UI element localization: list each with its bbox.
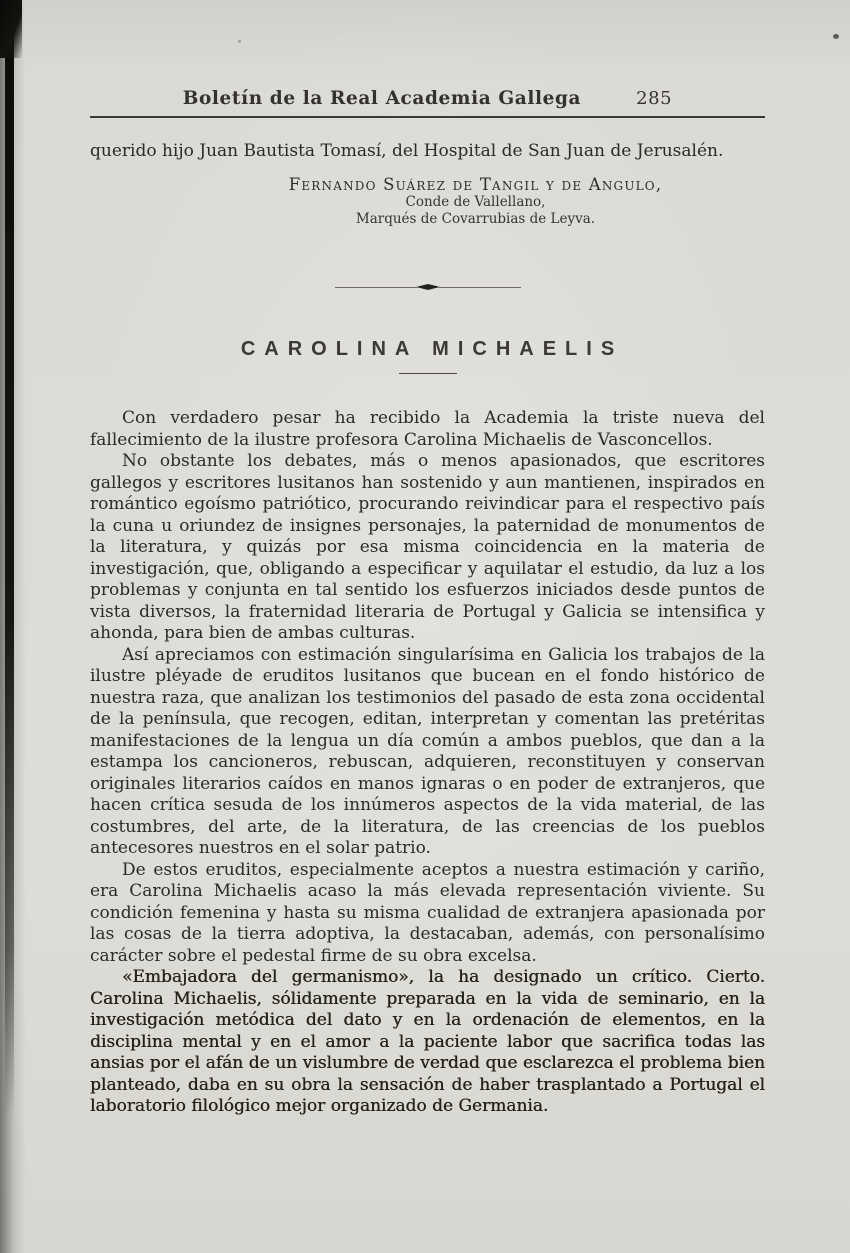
article-paragraph: Así apreciamos con estimación singularísima en Galicia los trabajos de la ilustre pléyade de eruditos lusitanos que bucean en el fondo histórico de nuestra raza, que analizan los testimonios del pasado de esta zona occidental de la península, que recogen, editan, interpretan y comentan las pretéritas manifestaciones de la lengua un día común a ambos pueblos, que dan a la estampa los cancioneros, rebuscan, adquieren, reconstituyen y conservan originales literarios caídos en manos ignaras o en poder de extranjeros, que hacen crítica sesuda de los innúmeros aspectos de la vida material, de las costumbres, del arte, de la literatura, de las creencias de los pueblos antecesores nuestros en el solar patrio.	[90, 644, 765, 858]
divider-rule-left	[335, 287, 417, 288]
page-header	[90, 0, 765, 118]
running-head	[90, 88, 765, 109]
article-paragraph: De estos eruditos, especialmente aceptos a nuestra estimación y cariño, era Carolina Michaelis acaso la más elevada representación viviente. Su condición femenina y hasta su misma cualidad de extranjera apasionada por las cosas de la tierra adoptiva, la destacaban, además, con personalísimo carácter sobre el pedestal firme de su obra excelsa.	[90, 859, 765, 966]
journal-title: Boletín de la Real Academia Gallega	[182, 88, 582, 109]
signature-name: Fernando Suárez de Tangil y de Angulo,	[288, 175, 663, 194]
continuation-paragraph: querido hijo Juan Bautista Tomasí, del Hospital de San Juan de Jerusalén.	[90, 141, 724, 161]
article-paragraph: «Embajadora del germanismo», la ha designado un crítico. Cierto. Carolina Michaelis, sólidamente preparada en la vida de seminario, en la investigación metódica del dato y en la ordenación de elementos, en la disciplina mental y en el amor a la paciente labor que sacrifica todas las ansias por el afán de un vislumbre de verdad que esclarezca el problema bien planteado, daba en su obra la sensación de haber trasplantado a Portugal el laboratorio filológico mejor organizado de Germania.	[90, 967, 765, 1116]
signature-block	[138, 175, 813, 228]
section-divider	[90, 282, 765, 292]
signature-title: Marqués de Covarrubias de Leyva.	[355, 211, 596, 227]
header-rule	[90, 116, 765, 118]
article-title-rule	[399, 373, 457, 374]
article-paragraph: No obstante los debates, más o menos apasionados, que escritores gallegos y escritores lusitanos han sostenido y aun mantienen, inspirados en romántico egoísmo patriótico, procurando reivindicar para el respectivo país la cuna u oriundez de insignes personajes, la paternidad de monumentos de la literatura, y quizás por esa misma coincidencia en la materia de investigación, que, obligando a especificar y aquilatar el estudio, da luz a los problemas y conjunta en tal sentido los esfuerzos iniciados desde puntos de vista diversos, la fraternidad literaria de Portugal y Galicia se intensifica y ahonda, para bien de ambas culturas.	[90, 451, 765, 643]
divider-ornament-icon: ◆	[415, 282, 440, 292]
divider-rule-right	[439, 287, 521, 288]
signature-title: Conde de Vallellano,	[405, 194, 546, 210]
article-body	[90, 408, 765, 1118]
article-title: CAROLINA MICHAELIS	[240, 338, 624, 360]
page-number: 285	[636, 88, 673, 109]
article-paragraph: Con verdadero pesar ha recibido la Academia la triste nueva del fallecimiento de la ilustre profesora Carolina Michaelis de Vasconcellos.	[90, 408, 765, 450]
